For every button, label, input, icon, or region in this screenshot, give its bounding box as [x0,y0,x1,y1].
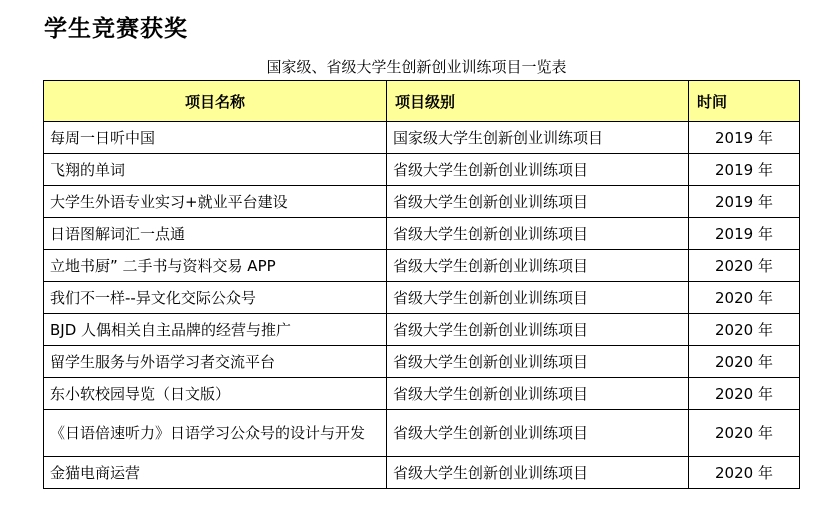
table-row [44,282,800,314]
table-row [44,314,800,346]
column-header-time: 时间 [689,81,800,122]
cell-project-name: 立地书厨” 二手书与资料交易 APP [44,250,387,282]
cell-project-name: BJD 人偶相关自主品牌的经营与推广 [44,314,387,346]
cell-project-name: 金猫电商运营 [44,457,387,489]
cell-project-year: 2020 年 [689,378,800,410]
table-row [44,250,800,282]
cell-project-year: 2019 年 [689,186,800,218]
cell-project-year: 2020 年 [689,457,800,489]
table-row [44,154,800,186]
award-table [43,80,800,489]
table-row [44,186,800,218]
cell-project-year: 2019 年 [689,218,800,250]
column-header-name: 项目名称 [44,81,387,122]
cell-project-level: 省级大学生创新创业训练项目 [387,410,689,457]
cell-project-year: 2020 年 [689,410,800,457]
cell-project-level: 省级大学生创新创业训练项目 [387,218,689,250]
table-row [44,457,800,489]
cell-project-year: 2020 年 [689,346,800,378]
cell-project-year: 2020 年 [689,250,800,282]
cell-project-name: 东小软校园导览（日文版） [44,378,387,410]
cell-project-name: 我们不一样--异文化交际公众号 [44,282,387,314]
cell-project-name: 日语图解词汇一点通 [44,218,387,250]
cell-project-level: 省级大学生创新创业训练项目 [387,314,689,346]
cell-project-level: 省级大学生创新创业训练项目 [387,282,689,314]
table-header-row [44,81,800,122]
table-row [44,410,800,457]
table-row [44,122,800,154]
cell-project-level: 省级大学生创新创业训练项目 [387,250,689,282]
cell-project-level: 省级大学生创新创业训练项目 [387,154,689,186]
cell-project-year: 2019 年 [689,122,800,154]
table-row [44,378,800,410]
cell-project-level: 省级大学生创新创业训练项目 [387,378,689,410]
table-caption: 国家级、省级大学生创新创业训练项目一览表 [266,58,567,76]
column-header-level: 项目级别 [387,81,689,122]
table-row [44,346,800,378]
cell-project-name: 飞翔的单词 [44,154,387,186]
cell-project-level: 省级大学生创新创业训练项目 [387,186,689,218]
cell-project-name: 《日语倍速听力》日语学习公众号的设计与开发 [44,410,387,457]
cell-project-level: 国家级大学生创新创业训练项目 [387,122,689,154]
cell-project-level: 省级大学生创新创业训练项目 [387,346,689,378]
cell-project-name: 留学生服务与外语学习者交流平台 [44,346,387,378]
cell-project-name: 每周一日听中国 [44,122,387,154]
cell-project-year: 2020 年 [689,314,800,346]
page-heading: 学生竞赛获奖 [44,15,188,42]
cell-project-year: 2019 年 [689,154,800,186]
cell-project-year: 2020 年 [689,282,800,314]
table-row [44,218,800,250]
cell-project-level: 省级大学生创新创业训练项目 [387,457,689,489]
cell-project-name: 大学生外语专业实习+就业平台建设 [44,186,387,218]
